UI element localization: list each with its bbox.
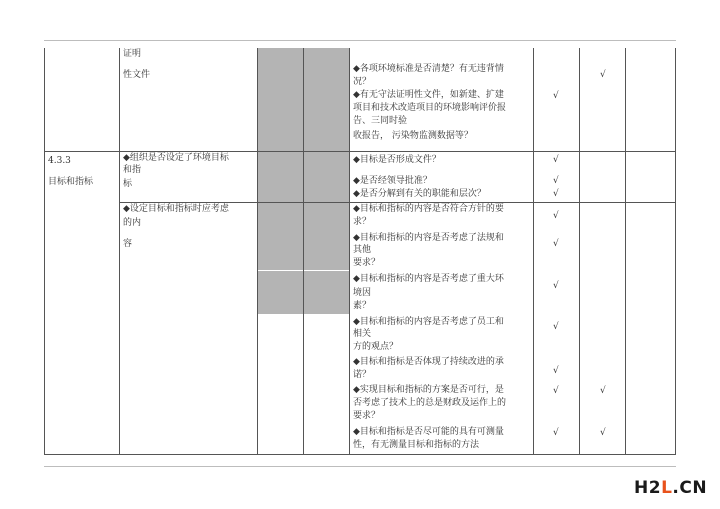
check-mark: √ xyxy=(553,366,559,376)
check-mark: √ xyxy=(553,281,559,291)
table-col-border xyxy=(257,48,258,454)
audit-question: 否考虑了技术上的总是财政及运作上的 xyxy=(353,398,507,408)
audit-item-text: 容 xyxy=(123,239,133,249)
audit-question: 素？ xyxy=(353,301,372,311)
audit-question: ◆是否经领导批准？ xyxy=(353,176,432,186)
audit-question: ◆各项环境标准是否清楚？有无违背情 xyxy=(353,64,504,74)
logo-part-h2: H2 xyxy=(634,478,662,498)
shaded-cell xyxy=(304,271,349,314)
check-mark: √ xyxy=(553,176,559,186)
audit-item-text: 的内 xyxy=(123,218,142,228)
check-mark: √ xyxy=(553,322,559,332)
table-col-border xyxy=(349,48,350,454)
audit-question: 诺？ xyxy=(353,370,372,380)
audit-item-text: 和指 xyxy=(123,165,142,175)
audit-question: 方的观点？ xyxy=(353,342,399,352)
shaded-cell xyxy=(257,152,303,202)
audit-question: 性，有无测量目标和指标的方法 xyxy=(353,440,480,450)
logo-part-l: L xyxy=(661,478,673,498)
audit-question: 要求？ xyxy=(353,258,381,268)
audit-question: ◆目标和指标是否尽可能的具有可测量 xyxy=(353,427,504,437)
table-col-border xyxy=(579,48,580,454)
check-mark: √ xyxy=(600,386,606,396)
table-right-border xyxy=(675,48,676,454)
table-col-border xyxy=(119,48,120,454)
bottom-rule xyxy=(44,466,676,467)
table-col-border xyxy=(303,48,304,454)
table-row-border xyxy=(119,202,676,203)
check-mark: √ xyxy=(553,91,559,101)
site-logo xyxy=(634,478,707,498)
check-mark: √ xyxy=(553,239,559,249)
audit-question: 相关 xyxy=(353,329,372,339)
audit-item-text: 性文件 xyxy=(123,70,151,80)
table-left-border xyxy=(44,48,45,454)
table-row-border xyxy=(44,151,676,152)
check-mark: √ xyxy=(553,189,559,199)
shaded-cell xyxy=(304,48,349,151)
audit-question: ◆目标和指标的内容是否考虑了重大环 xyxy=(353,274,504,284)
table-bottom-border xyxy=(44,454,676,455)
clause-title: 目标和指标 xyxy=(48,177,94,187)
audit-question: 求？ xyxy=(353,217,372,227)
audit-question: ◆是否分解到有关的职能和层次？ xyxy=(353,189,486,199)
audit-item-text: 标 xyxy=(123,179,133,189)
check-mark: √ xyxy=(553,386,559,396)
audit-question: ◆目标和指标的内容是否考虑了法规和 xyxy=(353,233,504,243)
check-mark: √ xyxy=(600,428,606,438)
audit-question: 况？ xyxy=(353,77,372,87)
audit-question: 收报告， 污染物监测数据等？ xyxy=(353,131,473,141)
audit-question: ◆目标和指标的内容是否符合方针的要 xyxy=(353,204,504,214)
check-mark: √ xyxy=(600,70,606,80)
clause-number: 4.3.3 xyxy=(48,156,71,166)
logo-part-cn: .CN xyxy=(672,478,708,498)
table-col-border xyxy=(625,48,626,454)
audit-question: 告、三同时验 xyxy=(353,116,408,126)
audit-question: 要求？ xyxy=(353,411,381,421)
audit-question: ◆有无守法证明性文件，如新建、扩建 xyxy=(353,90,504,100)
audit-question: ◆目标和指标的内容是否考虑了员工和 xyxy=(353,317,504,327)
audit-item-text: ◆设定目标和指标时应考虑 xyxy=(123,204,229,214)
audit-question: ◆目标是否形成文件？ xyxy=(353,155,441,165)
shaded-cell xyxy=(257,203,303,270)
audit-question: 其他 xyxy=(353,245,372,255)
check-mark: √ xyxy=(553,211,559,221)
audit-item-text: ◆组织是否设定了环境目标 xyxy=(123,153,229,163)
audit-question: ◆实现目标和指标的方案是否可行，是 xyxy=(353,385,504,395)
table-col-border xyxy=(533,48,534,454)
shaded-cell xyxy=(257,271,303,314)
check-mark: √ xyxy=(553,428,559,438)
audit-question: 项目和技术改造项目的环境影响评价报 xyxy=(353,103,507,113)
shaded-cell xyxy=(304,152,349,202)
top-rule xyxy=(44,40,676,41)
shaded-cell xyxy=(257,48,303,151)
shaded-cell xyxy=(304,203,349,270)
audit-question: 境因 xyxy=(353,288,372,298)
audit-question: ◆目标和指标是否体现了持续改进的承 xyxy=(353,357,504,367)
check-mark: √ xyxy=(553,155,559,165)
audit-item-text: 证明 xyxy=(123,49,142,59)
